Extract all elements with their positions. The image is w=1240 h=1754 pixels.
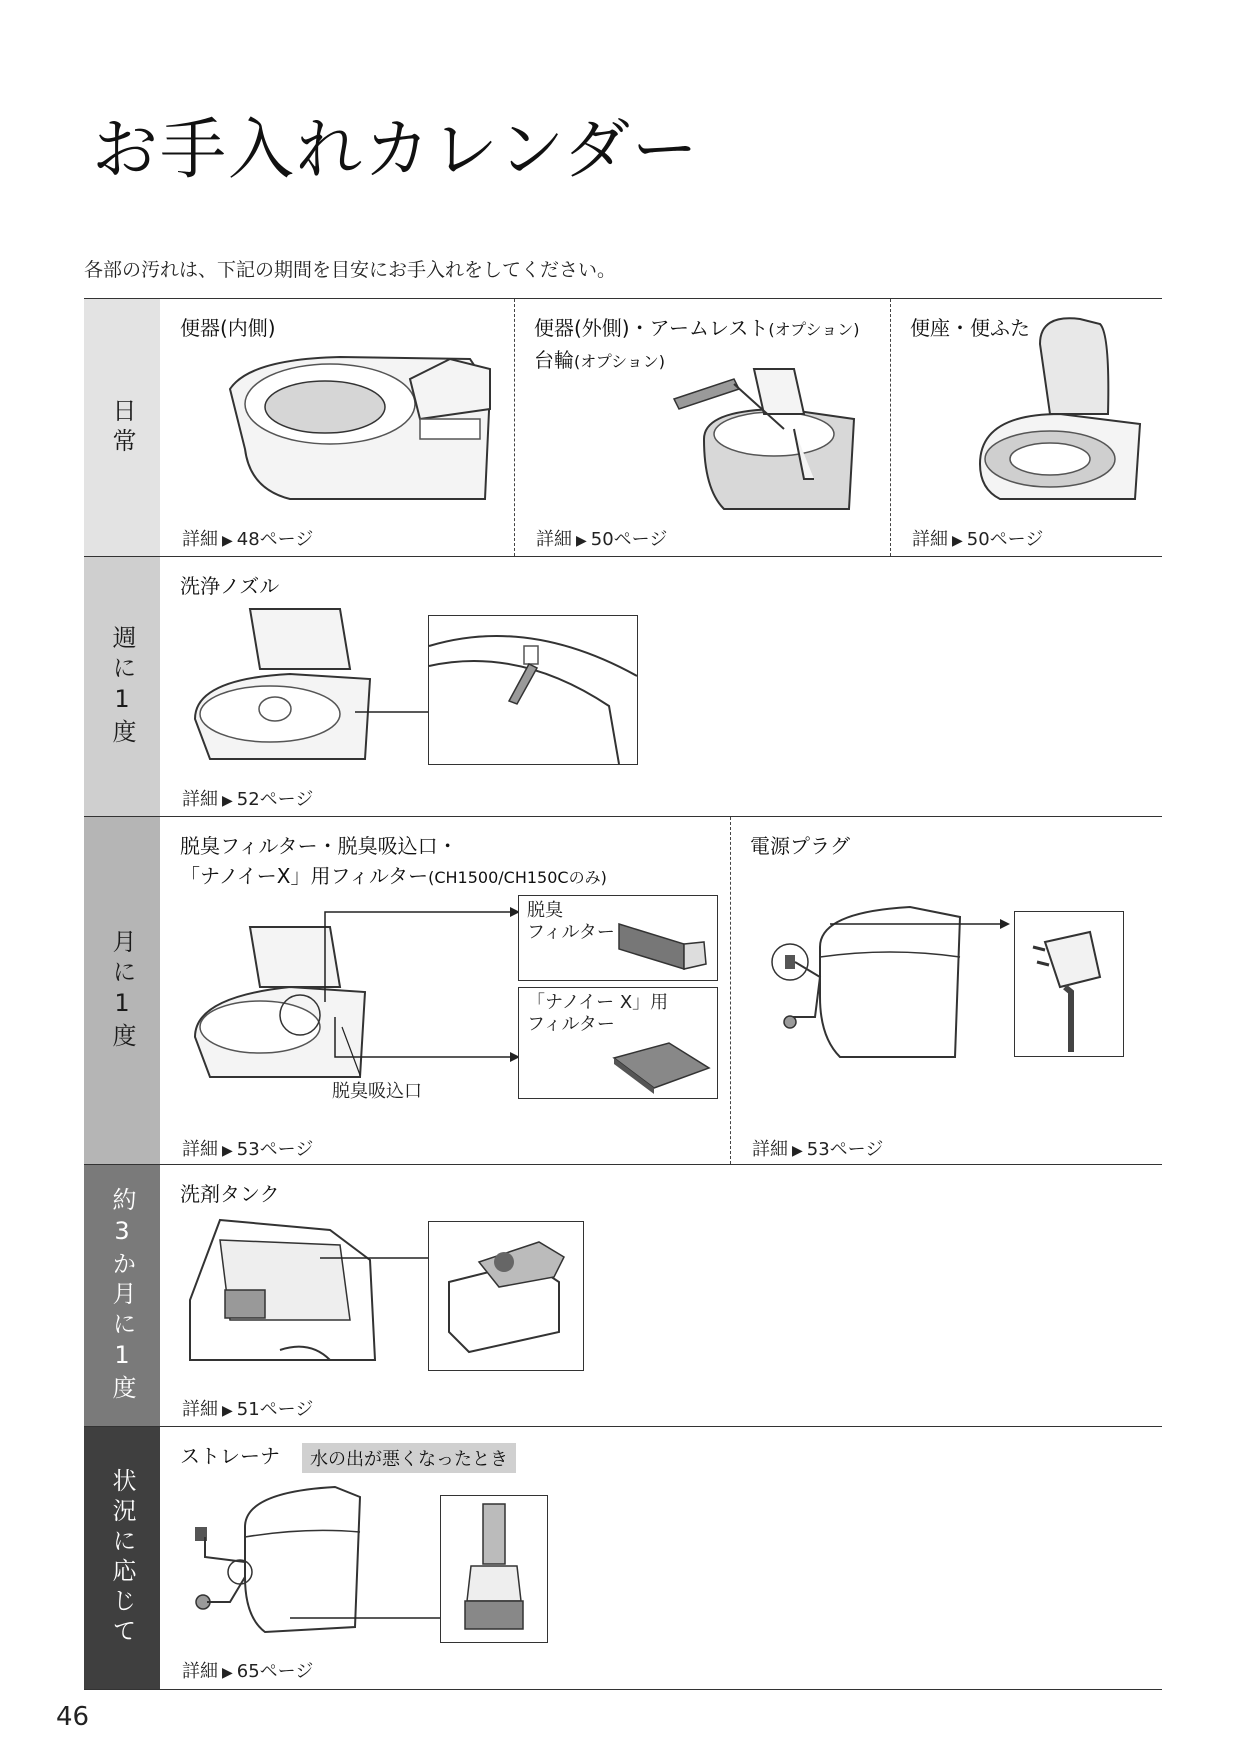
detail-link[interactable]: 詳細 ▶ 50ページ: [912, 529, 1044, 550]
arrow-icon: [290, 1613, 460, 1623]
cell-title: 便座・便ふた: [910, 316, 1030, 340]
row-label-daily: 日常: [84, 299, 160, 556]
deodorize-filter-icon: [614, 914, 714, 974]
detergent-tank-illustration: [180, 1220, 380, 1370]
row-weekly: [84, 557, 1162, 817]
row-quarterly: [84, 1165, 1162, 1427]
cell-title: 便器(外側)・アームレスト(オプション) 台輪(オプション): [534, 316, 860, 372]
cell-nozzle: [160, 557, 1162, 816]
row-label-as-needed: 状況に応じて: [84, 1427, 160, 1689]
detail-link[interactable]: 詳細 ▶ 50ページ: [536, 529, 668, 550]
note-leader: [340, 1027, 370, 1077]
row-label-weekly: 週に1度: [84, 557, 160, 816]
intake-note: 脱臭吸込口: [332, 1081, 422, 1102]
row-daily: [84, 299, 1162, 557]
detail-link[interactable]: 詳細 ▶ 52ページ: [182, 789, 314, 810]
condition-tag: 水の出が悪くなったとき: [302, 1443, 516, 1473]
nanoe-filter-frame: 「ナノイー X」用 フィルター: [518, 987, 718, 1099]
detail-link[interactable]: 詳細 ▶ 53ページ: [182, 1139, 314, 1160]
arrow-icon: [830, 919, 1010, 929]
nozzle-closeup-frame: [428, 615, 638, 765]
cell-strainer: [160, 1427, 1162, 1689]
row-as-needed: [84, 1427, 1162, 1689]
detail-link[interactable]: 詳細 ▶ 65ページ: [182, 1661, 314, 1682]
intro-text: 各部の汚れは、下記の期間を目安にお手入れをしてください。: [84, 259, 617, 281]
cell-power-plug: [730, 817, 1162, 1164]
tank-closeup-frame: [428, 1221, 584, 1371]
cell-deodorize-filter: [160, 817, 730, 1164]
nozzle-closeup-illustration: [429, 616, 637, 764]
seat-lid-illustration: [970, 314, 1150, 514]
cell-title: ストレーナ: [180, 1444, 280, 1468]
plug-icon: [1015, 912, 1123, 1056]
row-monthly: [84, 817, 1162, 1165]
row-label-quarterly: 約3か月に1度: [84, 1165, 160, 1426]
row-label-monthly: 月に1度: [84, 817, 160, 1164]
care-calendar-table: [84, 298, 1162, 1690]
detail-link[interactable]: 詳細 ▶ 48ページ: [182, 529, 314, 550]
nozzle-toilet-illustration: [190, 609, 380, 759]
tank-icon: [429, 1222, 583, 1370]
detail-link[interactable]: 詳細 ▶ 51ページ: [182, 1399, 314, 1420]
cell-title: 便器(内側): [180, 316, 276, 340]
page-title: お手入れカレンダー: [92, 111, 700, 188]
cell-toilet-inside: [160, 299, 514, 556]
cell-toilet-outside: [514, 299, 890, 556]
cell-seat-lid: [890, 299, 1162, 556]
deodorize-filter-frame: 脱臭 フィルター: [518, 895, 718, 981]
detail-link[interactable]: 詳細 ▶ 53ページ: [752, 1139, 884, 1160]
toilet-inside-illustration: [220, 349, 510, 509]
strainer-closeup-frame: [440, 1495, 548, 1643]
cell-title: 脱臭フィルター・脱臭吸込口・ 「ナノイーX」用フィルター(CH1500/CH150Cのみ): [180, 834, 607, 888]
toilet-armrest-illustration: [664, 369, 874, 519]
nanoe-filter-icon: [609, 1038, 714, 1096]
cell-title: 洗浄ノズル: [180, 574, 280, 598]
cell-title: 電源プラグ: [750, 834, 850, 858]
strainer-icon: [441, 1496, 547, 1642]
page-number: 46: [56, 1702, 90, 1732]
cell-detergent-tank: [160, 1165, 1162, 1426]
cell-title: 洗剤タンク: [180, 1182, 280, 1206]
plug-closeup-frame: [1014, 911, 1124, 1057]
